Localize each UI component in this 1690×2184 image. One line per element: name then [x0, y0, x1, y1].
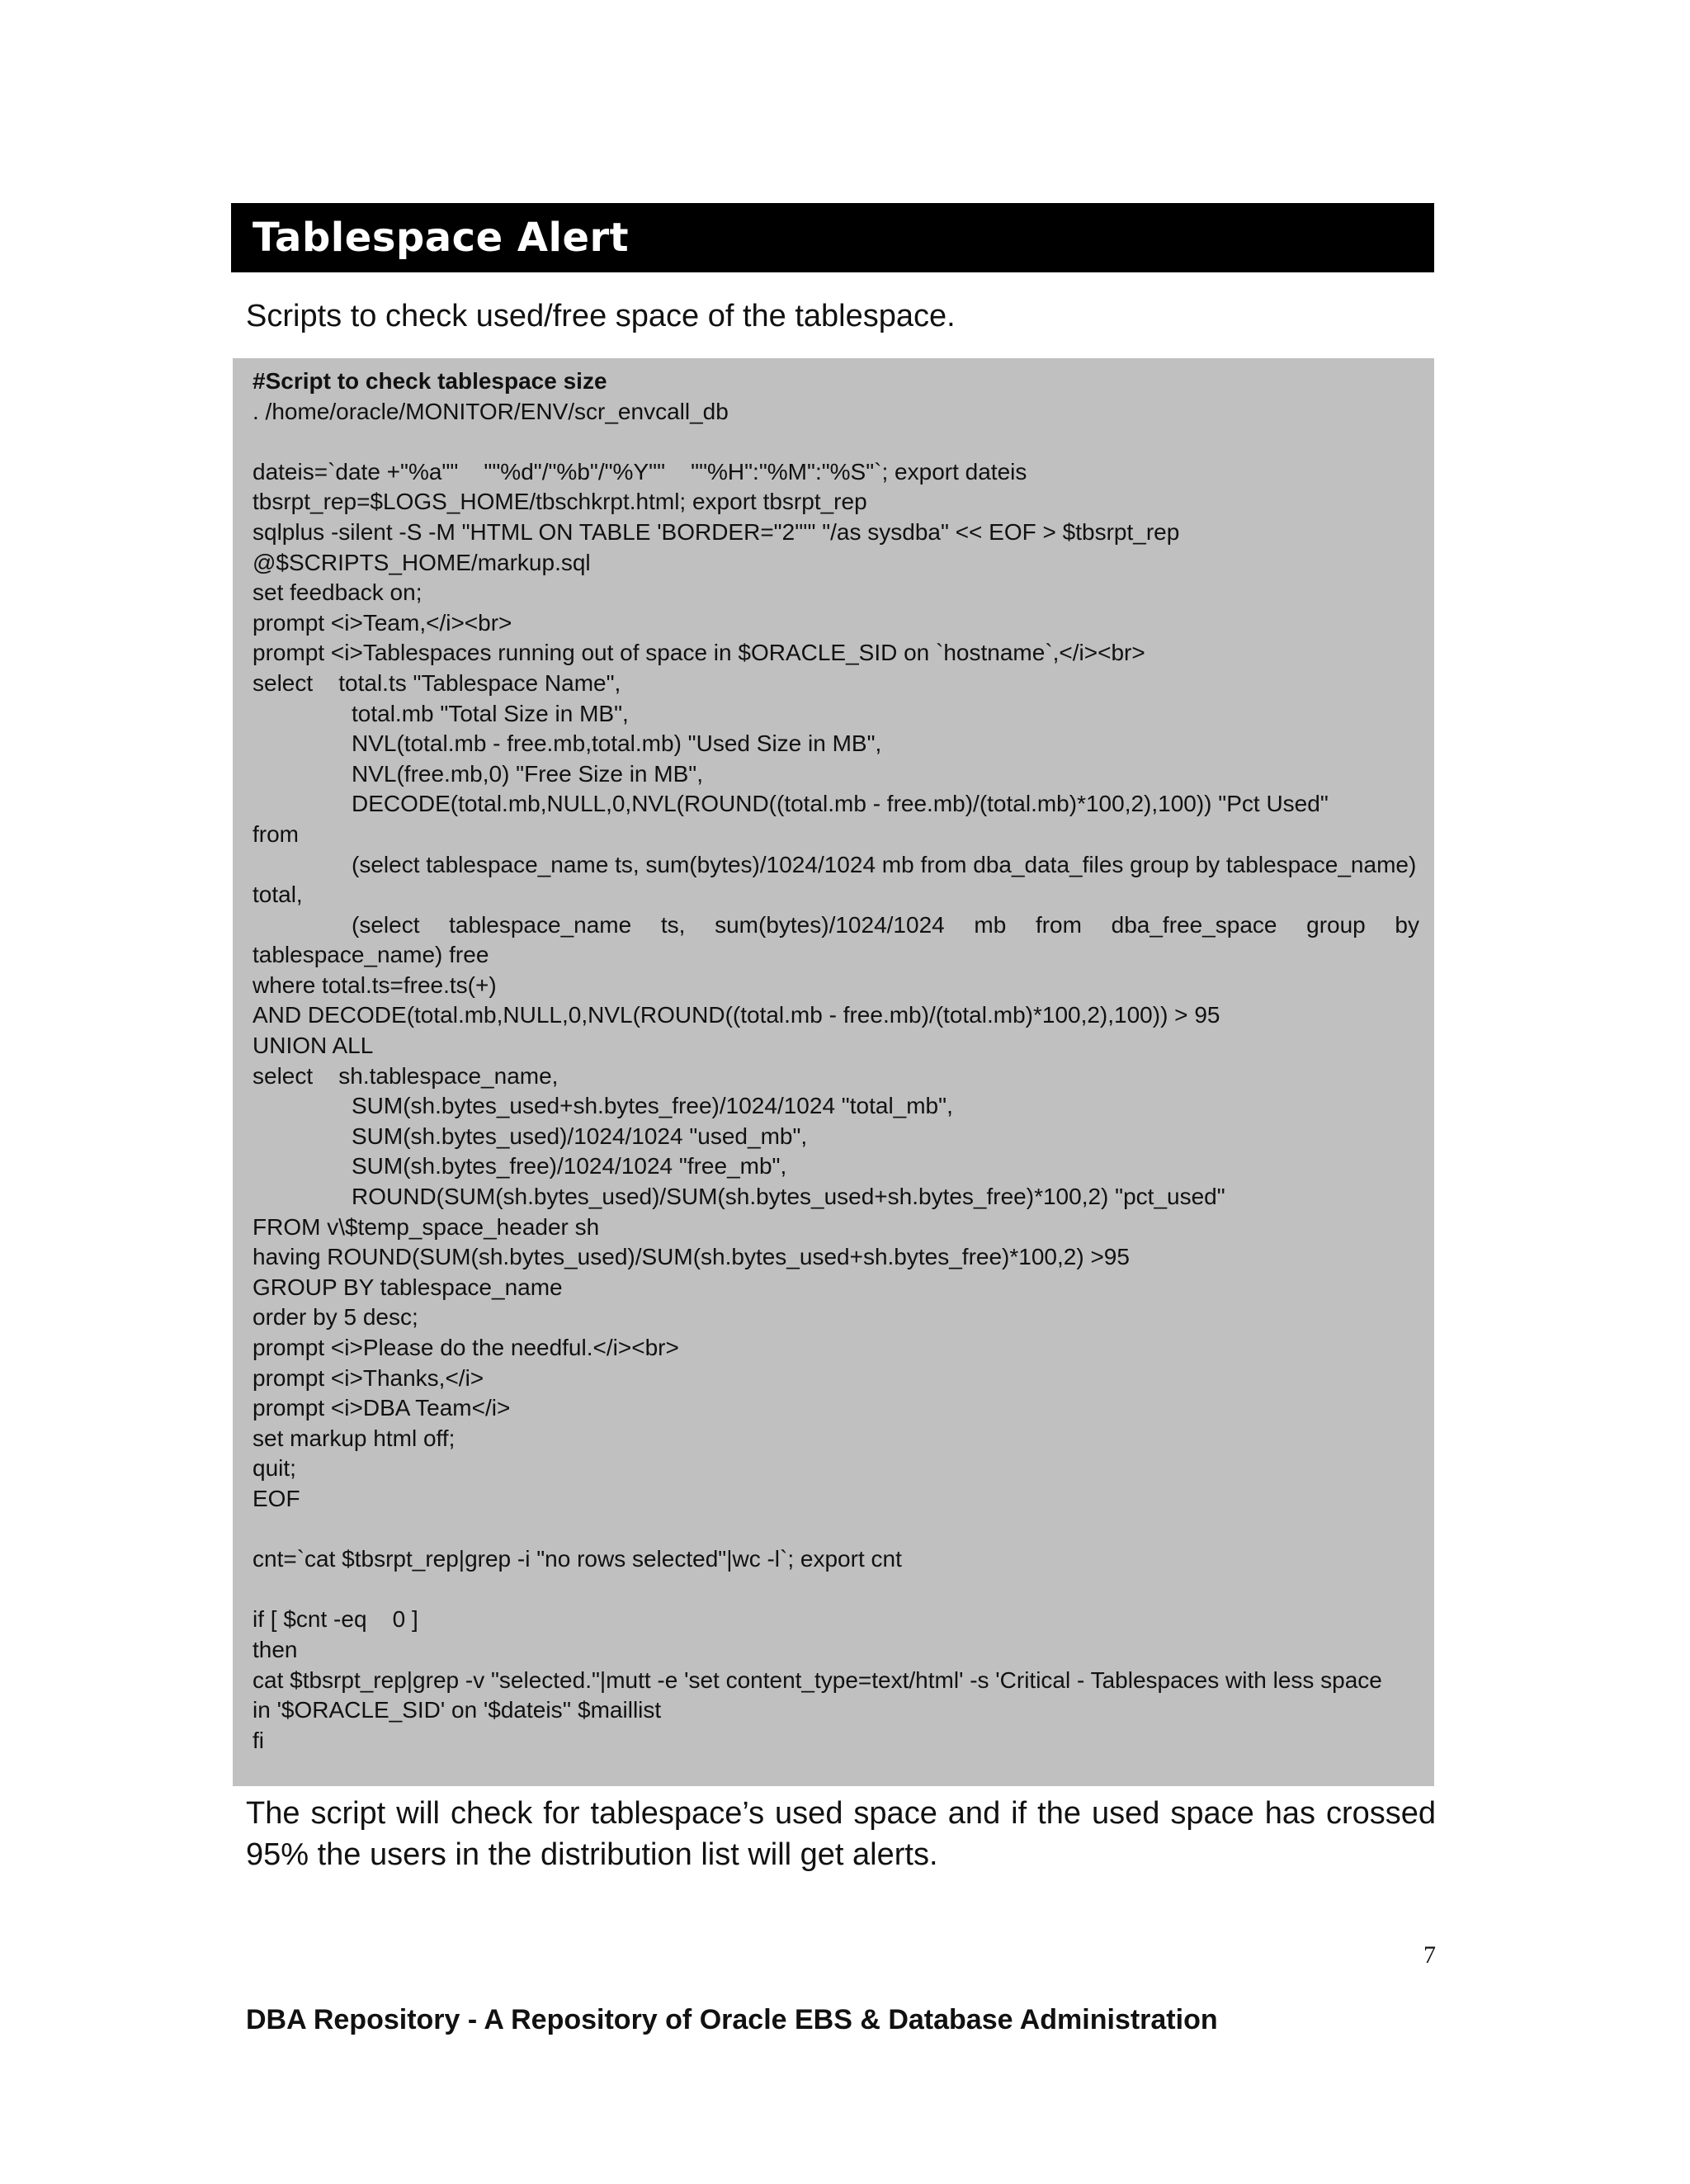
code-line: select sh.tablespace_name,	[253, 1062, 559, 1089]
code-line: from	[253, 820, 299, 847]
intro-paragraph: Scripts to check used/free space of the tablespace.	[246, 299, 956, 333]
code-line: in '$ORACLE_SID' on '$dateis'' $maillist	[253, 1697, 662, 1723]
code-line: @$SCRIPTS_HOME/markup.sql	[253, 549, 591, 575]
outro-paragraph: The script will check for tablespace’s used space and if the used space has crossed 95% the users in the distribution list will get alerts.	[246, 1796, 1436, 1872]
code-line: where total.ts=free.ts(+)	[253, 971, 497, 998]
code-line: then	[253, 1636, 298, 1662]
code-block	[233, 358, 1434, 1786]
page-number: 7	[1423, 1941, 1436, 1969]
code-line: GROUP BY tablespace_name	[253, 1274, 563, 1300]
code-line: tbsrpt_rep=$LOGS_HOME/tbschkrpt.html; export tbsrpt_rep	[253, 489, 867, 515]
section-title-bar	[231, 203, 1434, 272]
code-line: DECODE(total.mb,NULL,0,NVL(ROUND((total.mb - free.mb)/(total.mb)*100,2),100)) "Pct Used"	[352, 791, 1329, 817]
code-line	[253, 427, 1419, 457]
code-line: prompt <i>Thanks,</i>	[253, 1364, 484, 1391]
code-line: cnt=`cat $tbsrpt_rep|grep -i "no rows selected"|wc -l`; export cnt	[253, 1546, 902, 1572]
code-line: SUM(sh.bytes_free)/1024/1024 "free_mb",	[352, 1153, 787, 1179]
code-line: #Script to check tablespace size	[253, 368, 607, 394]
code-line: ROUND(SUM(sh.bytes_used)/SUM(sh.bytes_used+sh.bytes_free)*100,2) "pct_used"	[352, 1184, 1225, 1210]
code-line: AND DECODE(total.mb,NULL,0,NVL(ROUND((total.mb - free.mb)/(total.mb)*100,2),100)) > 95	[253, 1002, 1220, 1028]
page-footer: DBA Repository - A Repository of Oracle EBS & Database Administration	[246, 2004, 1218, 2035]
code-line: cat $tbsrpt_rep|grep -v "selected."|mutt -e 'set content_type=text/html' -s 'Critical - Tablespaces with less space	[253, 1666, 1382, 1693]
code-line	[253, 1575, 1419, 1605]
code-line: select total.ts "Tablespace Name",	[253, 669, 621, 696]
section-title: Tablespace Alert	[253, 215, 630, 261]
code-line: UNION ALL	[253, 1033, 374, 1059]
code-line: (select tablespace_name ts, sum(bytes)/1024/1024 mb from dba_data_files group by tablespace_name)	[352, 851, 1417, 877]
code-line: SUM(sh.bytes_used)/1024/1024 "used_mb",	[352, 1123, 808, 1149]
code-line: set feedback on;	[253, 579, 422, 606]
code-line	[253, 1515, 1419, 1545]
code-line: . /home/oracle/MONITOR/ENV/scr_envcall_db	[253, 398, 729, 424]
code-line: if [ $cnt -eq 0 ]	[253, 1606, 418, 1633]
code-line: sqlplus -silent -S -M "HTML ON TABLE 'BORDER="2"'" "/as sysdba" << EOF > $tbsrpt_rep	[253, 518, 1180, 545]
code-line: EOF	[253, 1485, 300, 1511]
code-line: having ROUND(SUM(sh.bytes_used)/SUM(sh.bytes_used+sh.bytes_free)*100,2) >95	[253, 1244, 1130, 1270]
code-line: NVL(total.mb - free.mb,total.mb) "Used Size in MB",	[352, 730, 882, 757]
code-line: total.mb "Total Size in MB",	[352, 700, 629, 726]
code-line: (select tablespace_name ts, sum(bytes)/1024/1024 mb from dba_free_space group by	[352, 911, 1419, 938]
code-line: total,	[253, 882, 303, 908]
code-line: order by 5 desc;	[253, 1304, 418, 1331]
code-line: prompt <i>Team,</i><br>	[253, 609, 512, 636]
code-line: fi	[253, 1727, 264, 1753]
code-line: prompt <i>Tablespaces running out of space in $ORACLE_SID on `hostname`,</i><br>	[253, 640, 1145, 666]
code-line: NVL(free.mb,0) "Free Size in MB",	[352, 760, 704, 787]
code-line: prompt <i>DBA Team</i>	[253, 1395, 511, 1421]
code-line: dateis=`date +"%a"" ""%d"/"%b"/"%Y"" ""%H":"%M":"%S"`; export dateis	[253, 458, 1027, 485]
code-line: quit;	[253, 1455, 296, 1482]
code-line: SUM(sh.bytes_used+sh.bytes_free)/1024/1024 "total_mb",	[352, 1093, 953, 1119]
code-line: FROM v\$temp_space_header sh	[253, 1213, 600, 1240]
code-line: set markup html off;	[253, 1425, 456, 1451]
code-line: tablespace_name) free	[253, 942, 489, 968]
code-line: prompt <i>Please do the needful.</i><br>	[253, 1335, 679, 1360]
